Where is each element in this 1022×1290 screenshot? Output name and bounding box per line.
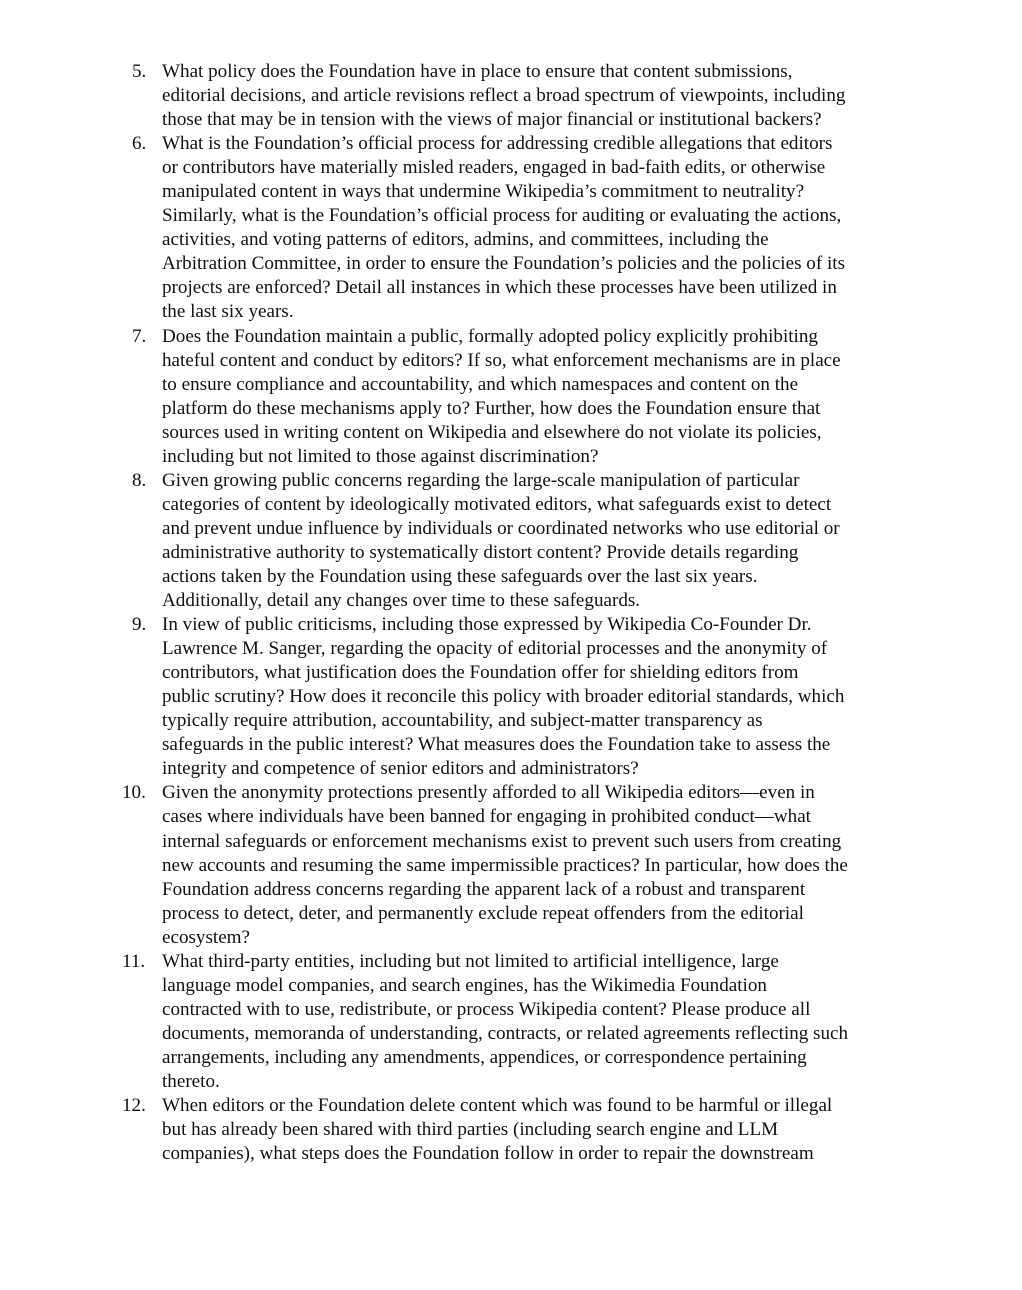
question-text-line: and prevent undue influence by individuals or coordinated networks who use editorial or — [162, 517, 840, 539]
question-text-line: internal safeguards or enforcement mechanisms exist to prevent such users from creating — [162, 830, 842, 852]
question-number-label: 11. — [122, 950, 146, 972]
question-item — [122, 613, 922, 781]
question-text-line: to ensure compliance and accountability, and which namespaces and content on the — [162, 373, 799, 395]
question-text-line: Does the Foundation maintain a public, formally adopted policy explicitly prohibiting — [162, 325, 818, 347]
question-text-line: those that may be in tension with the views of major financial or institutional backers? — [162, 109, 822, 131]
question-text-line: administrative authority to systematically distort content? Provide details regarding — [162, 541, 799, 563]
question-text-line: Foundation address concerns regarding the apparent lack of a robust and transparent — [162, 878, 806, 900]
question-text-line: What third-party entities, including but not limited to artificial intelligence, large — [162, 950, 779, 972]
question-text — [162, 325, 922, 469]
question-text-line: contracted with to use, redistribute, or process Wikipedia content? Please produce all — [162, 998, 811, 1020]
question-item — [122, 325, 922, 469]
question-text-line: What policy does the Foundation have in place to ensure that content submissions, — [162, 61, 793, 82]
question-number — [122, 132, 162, 156]
question-item — [122, 60, 922, 132]
question-item — [122, 950, 922, 1094]
question-text-line: companies), what steps does the Foundation follow in order to repair the downstream — [162, 1143, 814, 1165]
question-text-line: Arbitration Committee, in order to ensure the Foundation’s policies and the policies of its — [162, 253, 846, 275]
question-text-line: arrangements, including any amendments, appendices, or correspondence pertaining — [162, 1046, 807, 1068]
question-text-line: cases where individuals have been banned for engaging in prohibited conduct—what — [162, 806, 811, 828]
question-list — [122, 60, 922, 1166]
question-text-line: typically require attribution, accountability, and subject-matter transparency as — [162, 710, 763, 732]
question-text-line: In view of public criticisms, including those expressed by Wikipedia Co-Founder Dr. — [162, 614, 812, 636]
question-text — [162, 60, 922, 132]
question-text-line: ecosystem? — [162, 926, 251, 948]
question-text — [162, 132, 922, 324]
question-text-line: integrity and competence of senior editors and administrators? — [162, 758, 639, 780]
question-number-label: 5. — [132, 61, 147, 82]
question-text-line: hateful content and conduct by editors? If so, what enforcement mechanisms are in place — [162, 349, 841, 371]
question-text-line: sources used in writing content on Wikipedia and elsewhere do not violate its policies, — [162, 421, 822, 443]
question-text-line: Lawrence M. Sanger, regarding the opacity of editorial processes and the anonymity of — [162, 638, 828, 660]
question-number — [122, 950, 162, 974]
question-item — [122, 781, 922, 949]
question-number — [122, 60, 162, 84]
question-text-line: Given the anonymity protections presently afforded to all Wikipedia editors—even in — [162, 782, 815, 804]
question-number — [122, 781, 162, 805]
question-number — [122, 325, 162, 349]
question-number-label: 6. — [132, 133, 147, 155]
question-number — [122, 469, 162, 493]
question-text-line: categories of content by ideologically motivated editors, what safeguards exist to detect — [162, 493, 832, 515]
question-text-line: documents, memoranda of understanding, contracts, or related agreements reflecting such — [162, 1022, 849, 1044]
question-item — [122, 132, 922, 324]
question-text-line: projects are enforced? Detail all instances in which these processes have been utilized in — [162, 277, 837, 299]
question-text-line: activities, and voting patterns of editors, admins, and committees, including the — [162, 229, 769, 251]
question-text-line: new accounts and resuming the same impermissible practices? In particular, how does the — [162, 854, 848, 876]
question-text-line: safeguards in the public interest? What measures does the Foundation take to assess the — [162, 734, 831, 756]
question-text-line: editorial decisions, and article revisions reflect a broad spectrum of viewpoints, including — [162, 85, 846, 107]
question-text-line: the last six years. — [162, 301, 294, 323]
question-text-line: Additionally, detail any changes over time to these safeguards. — [162, 590, 641, 612]
question-text-line: thereto. — [162, 1070, 220, 1092]
question-text-line: public scrutiny? How does it reconcile this policy with broader editorial standards, which — [162, 686, 845, 708]
question-number — [122, 613, 162, 637]
question-text-line: What is the Foundation’s official process for addressing credible allegations that editors — [162, 133, 833, 155]
question-text-line: or contributors have materially misled readers, engaged in bad-faith edits, or otherwise — [162, 157, 826, 179]
question-text-line: process to detect, deter, and permanently exclude repeat offenders from the editorial — [162, 902, 804, 924]
question-number-label: 10. — [122, 782, 146, 804]
question-text-line: actions taken by the Foundation using these safeguards over the last six years. — [162, 565, 758, 587]
question-text — [162, 950, 922, 1094]
question-text — [162, 613, 922, 781]
question-number — [122, 1094, 162, 1118]
question-text — [162, 469, 922, 613]
question-text-line: Similarly, what is the Foundation’s official process for auditing or evaluating the actions, — [162, 205, 842, 227]
question-text — [162, 781, 922, 949]
question-text-line: including but not limited to those against discrimination? — [162, 445, 599, 467]
question-number-label: 8. — [132, 469, 147, 491]
question-text-line: When editors or the Foundation delete content which was found to be harmful or illegal — [162, 1095, 833, 1117]
question-text-line: but has already been shared with third parties (including search engine and LLM — [162, 1119, 779, 1141]
question-item — [122, 1094, 922, 1166]
question-number-label: 9. — [132, 614, 147, 636]
question-text-line: contributors, what justification does the Foundation offer for shielding editors from — [162, 662, 799, 684]
question-text-line: Given growing public concerns regarding the large-scale manipulation of particular — [162, 469, 800, 491]
question-text-line: language model companies, and search engines, has the Wikimedia Foundation — [162, 974, 767, 996]
question-number-label: 12. — [122, 1095, 146, 1117]
question-item — [122, 469, 922, 613]
question-number-label: 7. — [132, 325, 147, 347]
question-text-line: platform do these mechanisms apply to? Further, how does the Foundation ensure that — [162, 397, 821, 419]
question-text-line: manipulated content in ways that undermine Wikipedia’s commitment to neutrality? — [162, 181, 805, 203]
question-text — [162, 1094, 922, 1166]
